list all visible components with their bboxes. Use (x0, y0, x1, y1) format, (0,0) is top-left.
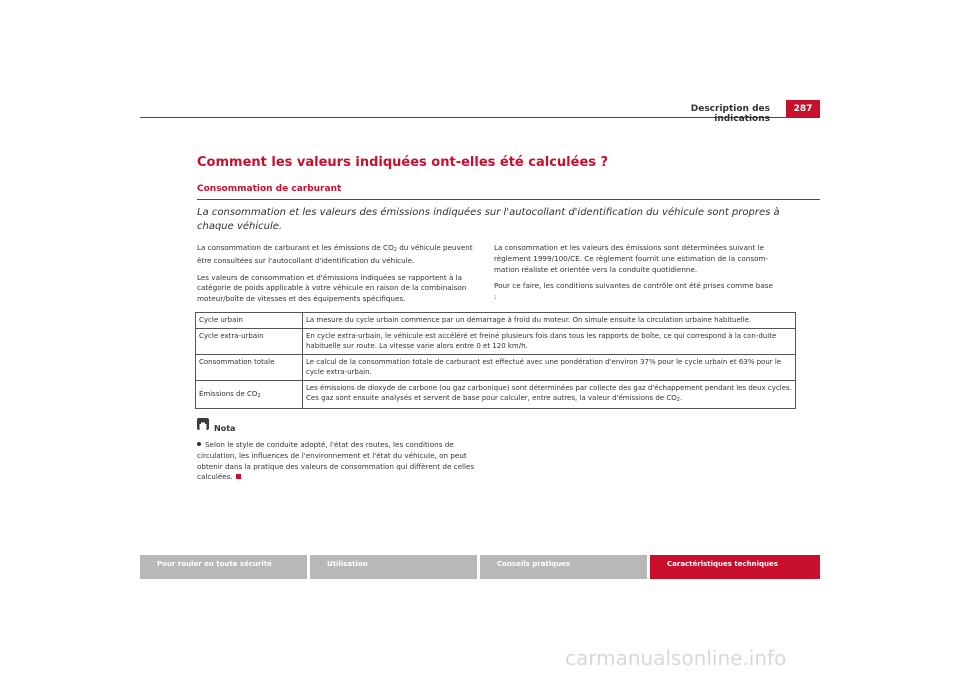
right-paragraph-2: Pour ce faire, les conditions suivantes de contrôle ont été prises comme base : (494, 281, 773, 302)
page-number: 287 (786, 100, 820, 118)
page-title: Comment les valeurs indiquées ont-elles été calculées ? (197, 155, 609, 170)
right-paragraph-1: La consommation et les valeurs des émissions sont déterminées suivant le règlement 1999/100/CE. Ce règlement fournit une estimation de la consom-mation réaliste et orientée vers la conduite quotidienne. (494, 243, 769, 274)
table-row (196, 380, 796, 408)
row-value: La mesure du cycle urbain commence par un démarrage à froid du moteur. On simule ensuite la circulation urbaine habituelle. (303, 313, 796, 329)
section-subtitle: Consommation de carburant (197, 184, 342, 194)
watermark: carmanualsonline.info (565, 646, 787, 670)
footer-tab-specs[interactable]: Caractéristiques techniques (650, 555, 820, 579)
left-paragraph-1: La consommation de carburant et les émissions de $CO_2$ du véhicule peuvent être consultées sur l'autocollant d'identification du véhicule. (197, 243, 473, 265)
footer-tab-safety[interactable]: Pour rouler en toute sécurité (140, 555, 307, 579)
note-title: Nota (214, 424, 236, 433)
row-key: Émissions de $CO_2$ (196, 380, 303, 408)
row-value: Le calcul de la consommation totale de carburant est effectué avec une pondération d'environ 37% pour le cycle urbain et 63% pour le cycle extra-urbain. (303, 354, 796, 380)
left-column (197, 243, 482, 311)
table-row (196, 328, 796, 354)
bullet-icon (197, 442, 201, 446)
row-key: Cycle extra-urbain (196, 328, 303, 354)
table-row (196, 313, 796, 329)
intro-text: La consommation et les valeurs des émissions indiquées sur l'autocollant d'identification du véhicule sont propres à chaque véhicule. (197, 207, 780, 232)
section-title: Description des indications (690, 104, 770, 124)
row-value: Les émissions de dioxyde de carbone (ou gaz carbonique) sont déterminées par collecte des gaz d'échappement pendant les deux cycles. Ces gaz sont ensuite analysés et servent de base pour calculer, entre autres, la valeur d'émissions de $CO_2$. (303, 380, 796, 408)
right-column (494, 243, 774, 309)
subtitle-rule (197, 199, 820, 200)
row-key: Cycle urbain (196, 313, 303, 329)
note-text: Selon le style de conduite adopté, l'état des routes, les conditions de circulation, les influences de l'environnement et l'état du véhicule, on peut obtenir dans la pratique des valeurs de consommation qui diffèrent de celles calculées. (197, 440, 475, 482)
row-value: En cycle extra-urbain, le véhicule est accéléré et freiné plusieurs fois dans tous les rapports de boîte, ce qui correspond à la con-duite habituelle sur route. La vitesse varie alors entre 0 et 120 km/h. (303, 328, 796, 354)
footer-tab-usage[interactable]: Utilisation (310, 555, 477, 579)
row-key: Consommation totale (196, 354, 303, 380)
end-of-section-icon (236, 474, 241, 479)
left-paragraph-2: Les valeurs de consommation et d'émissions indiquées se rapportent à la catégorie de poids applicable à votre véhicule en raison de la combinaison moteur/boîte de vitesses et des équipements spécifiques. (197, 272, 467, 304)
footer-tab-tips[interactable]: Conseils pratiques (480, 555, 647, 579)
test-conditions-table (195, 312, 796, 409)
table-row (196, 354, 796, 380)
note-icon (197, 418, 209, 430)
